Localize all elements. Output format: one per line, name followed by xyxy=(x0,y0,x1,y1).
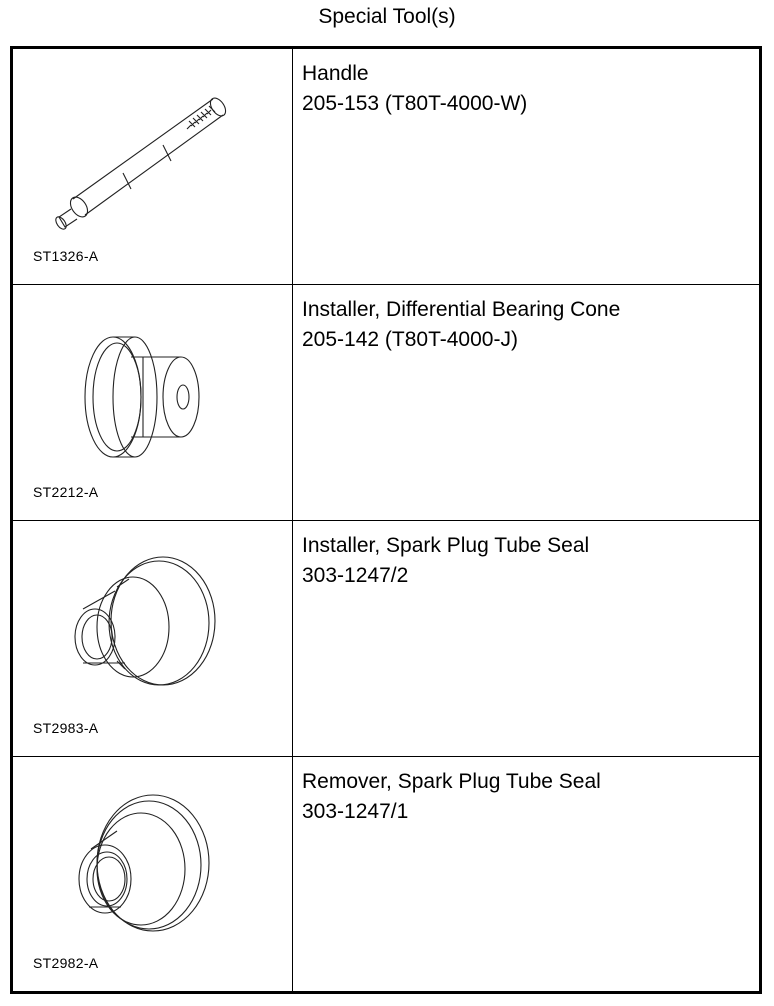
figure-label: ST2212-A xyxy=(33,484,99,500)
tool-illustration-cell xyxy=(13,757,293,991)
tool-description-cell xyxy=(294,285,759,520)
page-title: Special Tool(s) xyxy=(318,5,456,28)
figure-label: ST1326-A xyxy=(33,248,99,264)
tool-name: Handle xyxy=(302,62,369,85)
figure-label: ST2982-A xyxy=(33,955,99,971)
tool-number: 303-1247/2 xyxy=(302,564,409,587)
special-tools-table xyxy=(10,46,762,994)
tool-description-cell xyxy=(294,757,759,991)
table-row xyxy=(13,757,759,991)
table-row xyxy=(13,285,759,521)
tool-number: 205-142 (T80T-4000-J) xyxy=(302,328,518,351)
tool-illustration-cell xyxy=(13,285,293,520)
tool-description-cell xyxy=(294,521,759,756)
table-row xyxy=(13,521,759,757)
table-row xyxy=(13,49,759,285)
tool-name: Installer, Spark Plug Tube Seal xyxy=(302,534,590,557)
tool-number: 303-1247/1 xyxy=(302,800,409,823)
tool-illustration-cell xyxy=(13,521,293,756)
tool-name: Remover, Spark Plug Tube Seal xyxy=(302,770,601,793)
tool-number: 205-153 (T80T-4000-W) xyxy=(302,92,528,115)
tool-illustration-cell xyxy=(13,49,293,284)
figure-label: ST2983-A xyxy=(33,720,99,736)
tool-name: Installer, Differential Bearing Cone xyxy=(302,298,621,321)
tool-description-cell xyxy=(294,49,759,284)
